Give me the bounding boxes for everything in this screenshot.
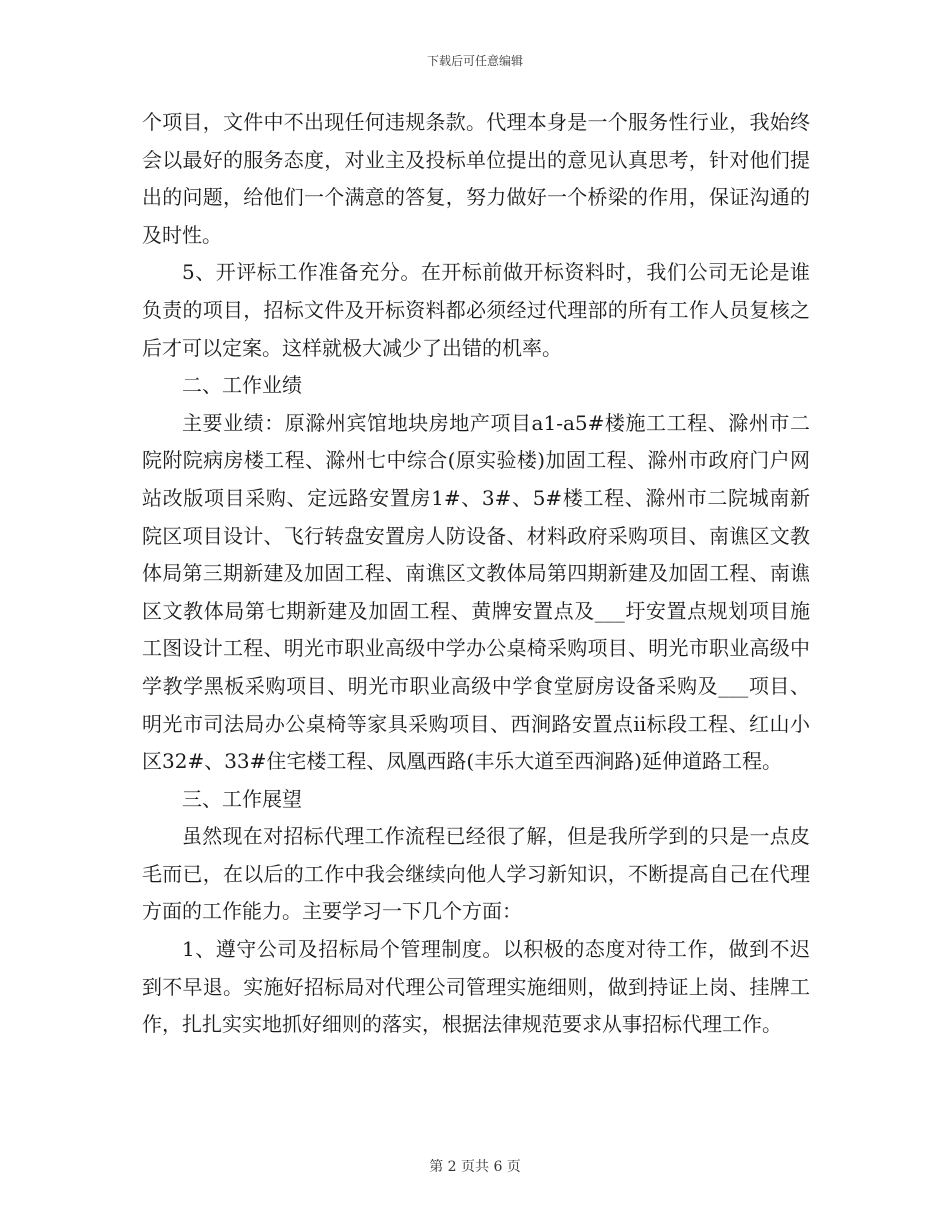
- paragraph-outlook: 虽然现在对招标代理工作流程已经很了解，但是我所学到的只是一点皮毛而已，在以后的工作中我会继续向他人学习新知识，不断提高自己在代理方面的工作能力。主要学习一下几个方面：: [142, 824, 810, 924]
- page-header: 下载后可任意编辑: [426, 54, 523, 68]
- paragraph-continuation: 个项目，文件中不出现任何违规条款。代理本身是一个服务性行业，我始终会以最好的服务态度，对业主及投标单位提出的意见认真思考，针对他们提出的问题，给他们一个满意的答复，努力做好一个桥梁的作用，保证沟通的及时性。: [142, 110, 810, 247]
- document-body: [142, 104, 810, 1044]
- section-heading-achievements: 二、工作业绩: [182, 373, 302, 398]
- paragraph-item-5: 5、开评标工作准备充分。在开标前做开标资料时，我们公司无论是谁负责的项目，招标文件及开标资料都必须经过代理部的所有工作人员复核之后才可以定案。这样就极大减少了出错的机率。: [142, 260, 810, 360]
- paragraph-item-1: 1、遵守公司及招标局个管理制度。以积极的态度对待工作，做到不迟到不早退。实施好招标局对代理公司管理实施细则，做到持证上岗、挂牌工作，扎扎实实地抓好细则的落实，根据法律规范要求从事招标代理工作。: [142, 937, 810, 1037]
- paragraph-achievements: 主要业绩：原滁州宾馆地块房地产项目a1-a5#楼施工工程、滁州市二院附院病房楼工程、滁州七中综合(原实验楼)加固工程、滁州市政府门户网站改版项目采购、定远路安置房1#、3#、5#楼工程、滁州市二院城南新院区项目设计、飞行转盘安置房人防设备、材料政府采购项目、南谯区文教体局第三期新建及加固工程、南谯区文教体局第四期新建及加固工程、南谯区文教体局第七期新建及加固工程、黄牌安置点及___圩安置点规划项目施工图设计工程、明光市职业高级中学办公桌椅采购项目、明光市职业高级中学教学黑板采购项目、明光市职业高级中学食堂厨房设备采购及___项目、明光市司法局办公桌椅等家具采购项目、西涧路安置点ii标段工程、红山小区32#、33#住宅楼工程、凤凰西路(丰乐大道至西涧路)延伸道路工程。: [142, 410, 810, 774]
- page-footer: 第 2 页共 6 页: [429, 1159, 521, 1175]
- section-heading-outlook: 三、工作展望: [182, 786, 302, 811]
